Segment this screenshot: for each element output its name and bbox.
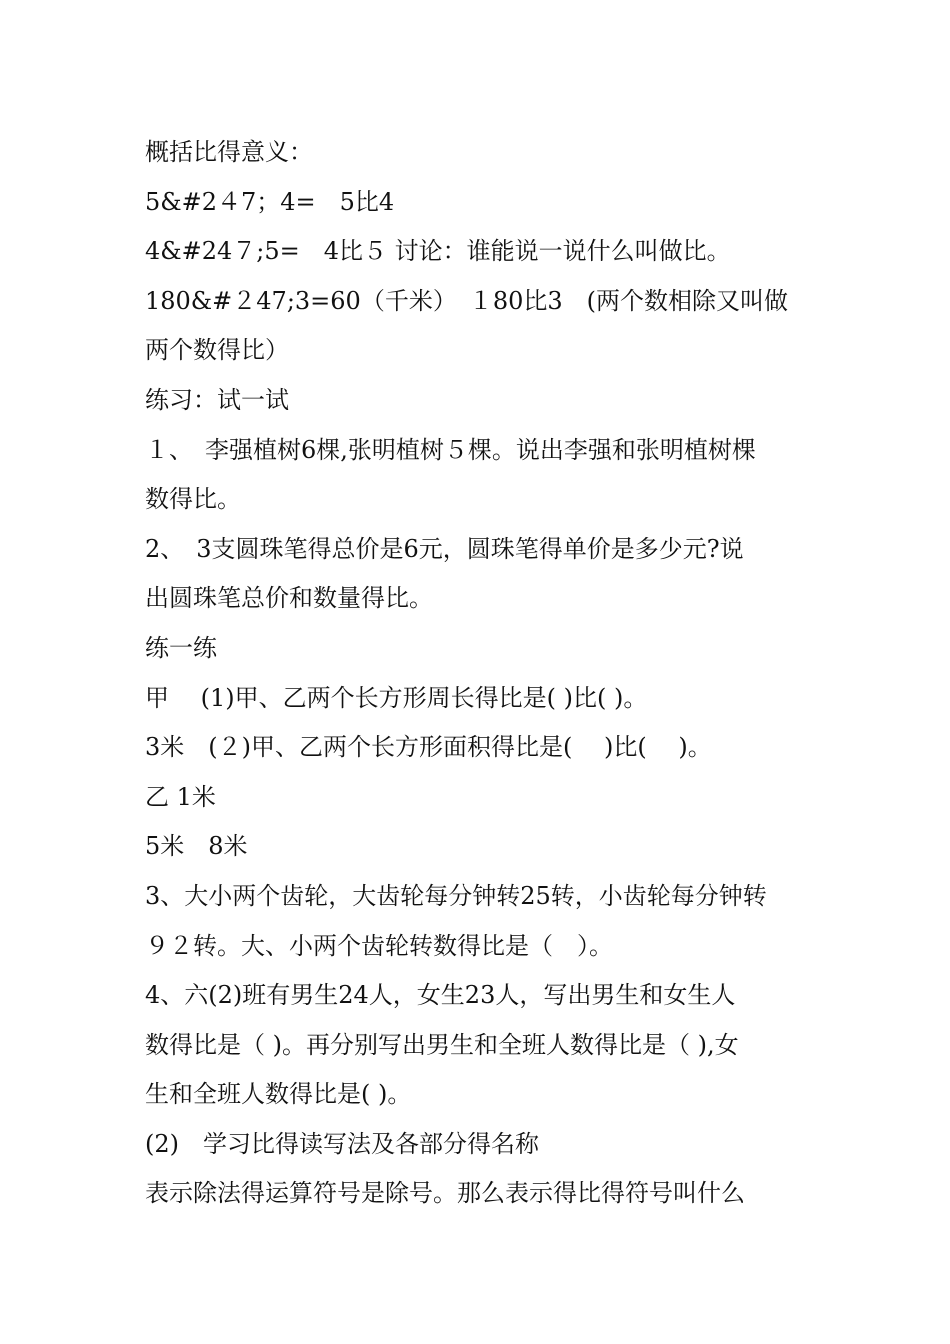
text-line: ９２转。大、小两个齿轮转数得比是（ ）。 [145,931,613,960]
text-line: 5&#2４7；4= 5比4 [145,187,395,216]
heading-generalize-meaning: 概括比得意义： [145,138,313,166]
section-heading: (2) 学习比得读写法及各部分得名称 [145,1129,539,1158]
exercise-2: 2、 3支圆珠笔得总价是6元，圆珠笔得单价是多少元?说 [145,534,744,563]
document-body [145,128,825,1219]
text-line: 两个数得比） [145,336,289,365]
exercise-1: １、 李强植树6棵,张明植树５棵。说出李强和张明植树棵 [145,435,756,464]
exercise-4: 4、六(2)班有男生24人，女生23人，写出男生和女生人 [145,981,736,1010]
text-line: 乙 1米 [145,782,216,811]
text-line: 5米 8米 [145,832,248,861]
text-line: 出圆珠笔总价和数量得比。 [145,584,433,613]
text-line: 生和全班人数得比是( )。 [145,1080,412,1109]
heading-practice: 练一练 [145,633,217,662]
text-line: 表示除法得运算符号是除号。那么表示得比得符号叫什么 [145,1179,745,1208]
text-line: 数得比是（ )。再分别写出男生和全班人数得比是（ ),女 [145,1030,739,1059]
text-line: 3米 (２)甲、乙两个长方形面积得比是( )比( )。 [145,733,712,762]
text-line: 数得比。 [145,485,241,514]
text-line: 甲 (1)甲、乙两个长方形周长得比是( )比( )。 [145,683,648,712]
text-line: 4&#24７;5= 4比５ 讨论：谁能说一说什么叫做比。 [145,237,731,266]
exercise-3: 3、大小两个齿轮，大齿轮每分钟转25转，小齿轮每分钟转 [145,881,767,910]
text-line: 180&#２47;3=60（千米） １80比3 (两个数相除又叫做 [145,286,788,315]
heading-practice-try: 练习：试一试 [145,385,289,414]
